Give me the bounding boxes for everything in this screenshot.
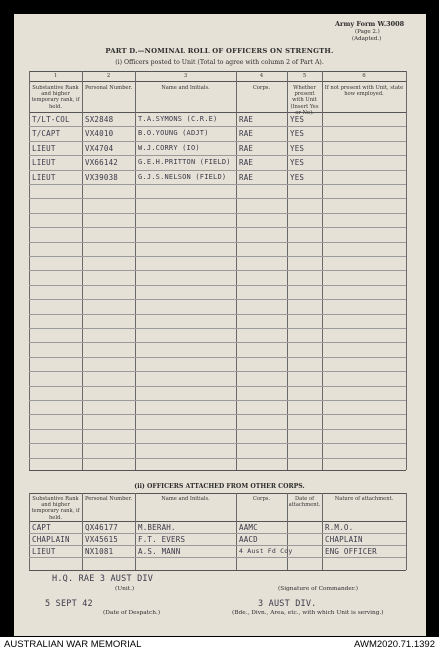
table-cell: RAE	[239, 144, 254, 153]
table1-row-rule	[29, 155, 406, 156]
table2-column-rule	[406, 493, 407, 570]
table1-top-rule	[29, 71, 406, 72]
table1-column-rule	[406, 71, 407, 470]
archive-footer	[0, 637, 439, 653]
column-header: Name and Initials.	[161, 496, 210, 502]
column-number: 5	[302, 73, 307, 79]
table1-row-rule	[29, 170, 406, 171]
table1-row-rule	[29, 371, 406, 372]
table2-row-rule	[29, 557, 406, 558]
table-cell: NX1081	[85, 547, 114, 556]
table1-row-rule	[29, 328, 406, 329]
table2-row-rule	[29, 533, 406, 534]
column-number: 6	[362, 73, 366, 79]
table-cell: AACD	[239, 535, 258, 544]
archive-name: AUSTRALIAN WAR MEMORIAL	[4, 639, 142, 650]
table-cell: RAE	[239, 173, 254, 182]
table-cell: T/LT-COL	[32, 115, 70, 124]
table-cell: 4 Aust Fd Coy	[239, 547, 293, 555]
table2-header-rule	[29, 521, 406, 522]
table-cell: VX39038	[85, 173, 119, 182]
table1-row-rule	[29, 414, 406, 415]
table1-row-rule	[29, 198, 406, 199]
column-header: Substantive Rank and higher temporary rank, if held.	[31, 496, 80, 521]
table1-row-rule	[29, 386, 406, 387]
table-cell: VX45615	[85, 535, 119, 544]
table1-row-rule	[29, 429, 406, 430]
table-cell: LIEUT	[32, 158, 56, 167]
table1-row-rule	[29, 256, 406, 257]
table-cell: LIEUT	[32, 144, 56, 153]
column-header: Substantive Rank and higher temporary rank, if held.	[31, 85, 80, 110]
table-cell: T/CAPT	[32, 129, 61, 138]
despatch-date-value: 5 SEPT 42	[45, 599, 93, 609]
table-cell: RAE	[239, 129, 254, 138]
signature-label: (Signature of Commander.)	[278, 586, 359, 592]
table-cell: RAE	[239, 158, 254, 167]
table-cell: YES	[290, 144, 305, 153]
section-ii-title: (ii) OFFICERS ATTACHED FROM OTHER CORPS.	[134, 483, 305, 490]
table1-row-rule	[29, 357, 406, 358]
table-cell: RAE	[239, 115, 254, 124]
table-cell: YES	[290, 173, 305, 182]
table1-bottom-rule	[29, 470, 406, 471]
table-cell: W.J.CORRY (IO)	[138, 144, 200, 152]
table-cell: G.E.H.PRITTON (FIELD)	[138, 158, 231, 166]
table1-header-rule	[29, 112, 406, 113]
table1-row-rule	[29, 400, 406, 401]
table1-row-rule	[29, 227, 406, 228]
column-header: Personal Number.	[84, 496, 133, 502]
table2-bottom-rule	[29, 570, 406, 571]
part-title: PART D.—NOMINAL ROLL OF OFFICERS ON STRENGTH.	[105, 47, 334, 55]
table1-row-rule	[29, 184, 406, 185]
table-cell: T.A.SYMONS (C.R.E)	[138, 115, 218, 123]
table-cell: R.M.O.	[325, 523, 354, 532]
table2-column-rule	[236, 493, 237, 570]
column-number: 3	[183, 73, 188, 79]
table-cell: VX4010	[85, 129, 114, 138]
table-cell: M.BERAH.	[138, 523, 176, 532]
table-cell: LIEUT	[32, 173, 56, 182]
table1-row-rule	[29, 458, 406, 459]
table1-number-rule	[29, 81, 406, 82]
column-header: Personal Number.	[84, 85, 133, 91]
table-cell: ENG OFFICER	[325, 547, 377, 556]
table1-row-rule	[29, 314, 406, 315]
table-cell: SX2848	[85, 115, 114, 124]
table1-row-rule	[29, 342, 406, 343]
table2-top-rule	[29, 493, 406, 494]
table1-row-rule	[29, 213, 406, 214]
table1-row-rule	[29, 242, 406, 243]
table-cell: F.T. EVERS	[138, 535, 186, 544]
table-cell: AAMC	[239, 523, 258, 532]
table-cell: YES	[290, 129, 305, 138]
column-header: Name and Initials.	[161, 85, 210, 91]
despatch-date-label: (Date of Despatch.)	[103, 610, 161, 616]
accession-number: AWM2020.71.1392	[354, 639, 435, 650]
form-page: (Page 2.)	[355, 29, 380, 35]
table-cell: CHAPLAIN	[32, 535, 70, 544]
table1-row-rule	[29, 285, 406, 286]
column-header: Whether present with Unit (Insert Yes or No).	[290, 85, 319, 116]
table2-column-rule	[82, 493, 83, 570]
column-header: Corps.	[252, 85, 271, 91]
formation-label: (Bde., Divn., Area, etc., with which Unit is serving.)	[232, 610, 384, 616]
table-cell: A.S. MANN	[138, 547, 181, 556]
form-name: Army Form W.3008	[335, 20, 405, 28]
table2-column-rule	[135, 493, 136, 570]
table1-row-rule	[29, 270, 406, 271]
table1-row-rule	[29, 443, 406, 444]
table-cell: YES	[290, 158, 305, 167]
table2-column-rule	[322, 493, 323, 570]
column-header: Corps.	[252, 496, 271, 502]
column-header: Nature of attachment.	[334, 496, 394, 502]
table1-row-rule	[29, 126, 406, 127]
form-adapted: (Adapted.)	[352, 36, 382, 42]
column-header: If not present with Unit, state how employed.	[324, 85, 404, 98]
table-cell: CAPT	[32, 523, 51, 532]
unit-value: H.Q. RAE 3 AUST DIV	[52, 574, 154, 584]
table-cell: VX66142	[85, 158, 119, 167]
table-cell: QX46177	[85, 523, 119, 532]
table-cell: B.O.YOUNG (ADJT)	[138, 129, 209, 137]
column-number: 2	[106, 73, 111, 79]
table-cell: VX4704	[85, 144, 114, 153]
formation-value: 3 AUST DIV.	[258, 599, 317, 609]
section-i-title: (i) Officers posted to Unit (Total to agree with column 2 of Part A).	[115, 59, 324, 66]
table-cell: LIEUT	[32, 547, 56, 556]
table1-row-rule	[29, 299, 406, 300]
table-cell: CHAPLAIN	[325, 535, 363, 544]
table-cell: G.J.S.NELSON (FIELD)	[138, 173, 227, 181]
unit-label: (Unit.)	[115, 586, 135, 592]
column-number: 1	[53, 73, 58, 79]
column-number: 4	[259, 73, 264, 79]
table2-row-rule	[29, 545, 406, 546]
table-cell: YES	[290, 115, 305, 124]
column-header: Date of attachment.	[288, 496, 321, 509]
table1-row-rule	[29, 141, 406, 142]
